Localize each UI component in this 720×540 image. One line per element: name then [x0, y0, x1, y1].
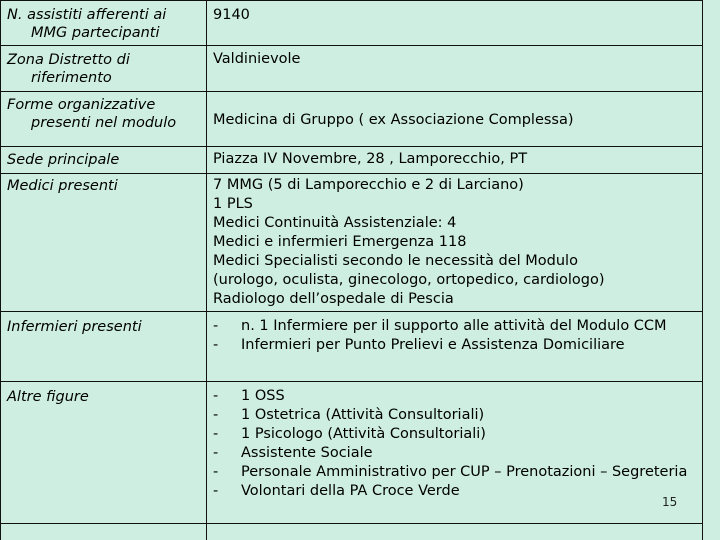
row-divider	[0, 146, 703, 147]
dash-bullet: -	[213, 337, 219, 353]
list-item: 1 PLS	[213, 196, 253, 212]
row-label-assistiti	[7, 6, 203, 42]
list-item-text: Infermieri per Punto Prelievi e Assistenza Domiciliare	[241, 337, 625, 353]
row-divider	[0, 45, 703, 46]
row-divider	[0, 311, 703, 312]
dash-bullet: -	[213, 483, 219, 499]
row-value-medici-presenti	[213, 176, 691, 309]
list-item: Medici Continuità Assistenziale: 4	[213, 215, 457, 231]
row-value-assistiti: 9140	[213, 7, 250, 23]
list-item-text: 1 OSS	[241, 388, 285, 404]
dash-bullet: -	[213, 426, 219, 442]
dash-bullet: -	[213, 318, 219, 334]
label-line: Zona Distretto di	[7, 52, 130, 68]
row-label-infermieri-presenti	[7, 318, 203, 336]
table-border-left	[0, 0, 1, 540]
row-value-sede-principale: Piazza IV Novembre, 28 , Lamporecchio, PT	[213, 151, 528, 167]
page-number: 15	[662, 495, 678, 509]
label-line: Medici presenti	[7, 178, 118, 194]
bullet-list	[213, 317, 691, 355]
row-label-altre-figure	[7, 388, 203, 406]
row-label-sede-principale	[7, 151, 203, 169]
list-item-text: Assistente Sociale	[241, 445, 373, 461]
list-item-text: Personale Amministrativo per CUP – Prenotazioni – Segreteria	[241, 464, 688, 480]
list-item-text: 1 Psicologo (Attività Consultoriali)	[241, 426, 486, 442]
list-item: Medici Specialisti secondo le necessità del Modulo	[213, 253, 578, 269]
row-label-medici-presenti	[7, 177, 203, 195]
list-item: (urologo, oculista, ginecologo, ortopedico, cardiologo)	[213, 272, 605, 288]
label-line: Sede principale	[7, 152, 120, 168]
row-divider	[0, 523, 703, 524]
row-value-zona-distretto: Valdinievole	[213, 51, 301, 67]
row-label-forme-organizzative	[7, 96, 203, 132]
label-line: Altre figure	[7, 389, 89, 405]
list-item-text: n. 1 Infermiere per il supporto alle attività del Modulo CCM	[241, 318, 667, 334]
list-item	[213, 317, 691, 336]
row-value-altre-figure	[213, 387, 691, 501]
list-item-text: 1 Ostetrica (Attività Consultoriali)	[241, 407, 485, 423]
label-line: Infermieri presenti	[7, 319, 142, 335]
row-divider	[0, 173, 703, 174]
row-label-zona-distretto	[7, 51, 203, 87]
row-value-forme-organizzative: Medicina di Gruppo ( ex Associazione Complessa)	[213, 112, 574, 128]
label-line: N. assistiti afferenti ai	[7, 7, 167, 23]
list-item: Medici e infermieri Emergenza 118	[213, 234, 467, 250]
list-item: Radiologo dell’ospedale di Pescia	[213, 291, 454, 307]
list-item	[213, 463, 691, 482]
label-line: presenti nel modulo	[31, 115, 177, 131]
dash-bullet: -	[213, 445, 219, 461]
list-item	[213, 482, 691, 501]
list-item-text: Volontari della PA Croce Verde	[241, 483, 460, 499]
list-item	[213, 387, 691, 406]
table-column-divider	[206, 0, 207, 540]
label-line: MMG partecipanti	[31, 25, 160, 41]
dash-bullet: -	[213, 388, 219, 404]
bullet-list	[213, 387, 691, 501]
label-line: riferimento	[31, 70, 112, 86]
list-item	[213, 406, 691, 425]
list-item	[213, 336, 691, 355]
dash-bullet: -	[213, 464, 219, 480]
table-border-right	[702, 0, 703, 540]
row-divider	[0, 381, 703, 382]
table-border-top	[0, 0, 703, 1]
dash-bullet: -	[213, 407, 219, 423]
list-item: 7 MMG (5 di Lamporecchio e 2 di Larciano)	[213, 177, 524, 193]
list-item	[213, 425, 691, 444]
label-line: Forme organizzative	[7, 97, 156, 113]
row-divider	[0, 91, 703, 92]
row-value-infermieri-presenti	[213, 317, 691, 355]
list-item	[213, 444, 691, 463]
